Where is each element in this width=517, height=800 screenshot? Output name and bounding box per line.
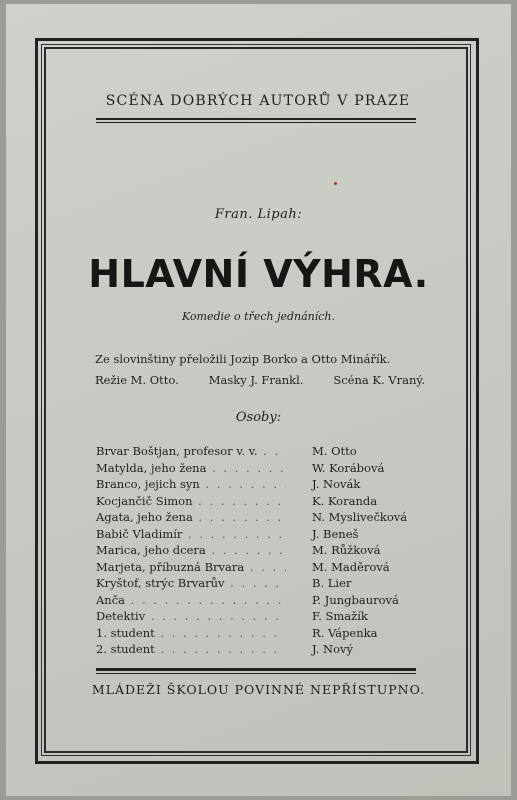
ink-mark — [334, 182, 337, 185]
cast-actor: M. Růžková — [312, 543, 381, 557]
play-title: HLAVNÍ VÝHRA. — [88, 252, 429, 296]
cast-row — [96, 443, 436, 460]
direction-credit: Režie M. Otto. — [95, 373, 179, 387]
cast-actor: M. Maděrová — [312, 559, 390, 574]
cast-role: Kryštof, strýc Brvarův . . . — [96, 575, 286, 592]
cast-role: Branco, jejich syn . . . — [96, 476, 286, 493]
cast-actor: K. Koranda — [312, 493, 378, 508]
cast-role: Babič Vladimír . . . — [96, 526, 286, 543]
age-restriction-note: MLÁDEŽI ŠKOLOU POVINNÉ NEPŘÍSTUPNO. — [91, 682, 426, 697]
cast-role: Kocjančič Simon . . . — [96, 493, 286, 510]
cast-role: Brvar Boštjan, profesor v. v. . . . — [96, 443, 286, 460]
cast-actor: R. Vápenka — [312, 625, 378, 640]
footer-rule-top — [96, 668, 416, 671]
cast-actor: W. Korábová — [312, 460, 385, 475]
production-credits — [95, 373, 425, 387]
cast-row — [96, 509, 436, 526]
cast-actor: J. Novák — [312, 477, 361, 491]
cast-role: Marica, jeho dcera . . . — [96, 542, 286, 559]
cast-heading: Osoby: — [235, 410, 282, 425]
cast-row — [96, 559, 436, 576]
theater-header: SCÉNA DOBRÝCH AUTORŮ V PRAZE — [105, 93, 411, 109]
cast-actor: N. Myslivečková — [312, 510, 408, 524]
translation-credit: Ze slovinštiny přeložili Jozip Borko a Otto Minářík. — [95, 352, 391, 366]
cast-row — [96, 460, 436, 477]
cast-role: Agata, jeho žena . . . — [96, 509, 286, 526]
cast-actor: J. Nový — [312, 642, 354, 656]
cast-row — [96, 641, 436, 658]
cast-row — [96, 542, 436, 559]
cast-row — [96, 493, 436, 510]
cast-role: Matylda, jeho žena . . . — [96, 460, 286, 477]
cast-role: Marjeta, příbuzná Brvara . . . — [96, 559, 286, 576]
cast-row — [96, 575, 436, 592]
header-rule-top — [96, 118, 416, 120]
author-name: Fran. Lipah: — [214, 207, 303, 222]
cast-role: Detektiv . . . — [96, 608, 286, 625]
cast-role: 1. student . . . — [96, 625, 286, 642]
cast-role: 2. student . . . — [96, 641, 286, 658]
cast-actor: F. Smažík — [312, 609, 368, 623]
scene-credit: Scéna K. Vraný. — [333, 373, 425, 387]
cast-row — [96, 476, 436, 493]
cast-row — [96, 608, 436, 625]
play-subtitle: Komedie o třech jednáních. — [181, 310, 336, 323]
cast-row — [96, 526, 436, 543]
footer-rule-bottom — [96, 673, 416, 674]
cast-actor: B. Lier — [312, 576, 352, 590]
cast-row — [96, 625, 436, 642]
cast-actor: M. Otto — [312, 444, 357, 458]
cast-role: Anča . . . — [96, 592, 286, 609]
cast-list — [96, 443, 436, 658]
cast-row — [96, 592, 436, 609]
masks-credit: Masky J. Frankl. — [208, 373, 304, 387]
cast-actor: P. Jungbaurová — [312, 592, 399, 607]
cast-actor: J. Beneš — [312, 526, 359, 541]
header-rule-bottom — [96, 122, 416, 123]
